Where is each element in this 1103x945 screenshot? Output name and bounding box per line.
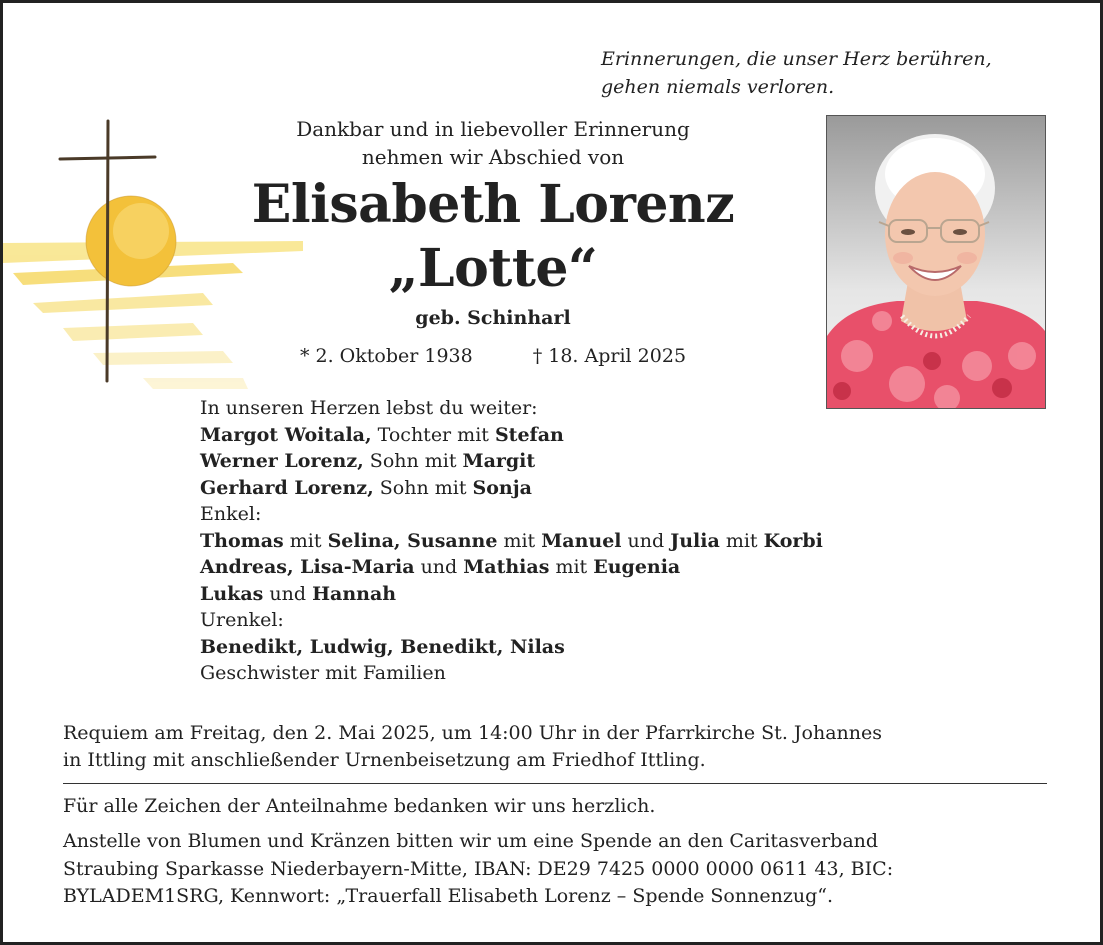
deceased-name-block [163, 173, 823, 301]
donation-info [63, 828, 1058, 911]
grandchildren-label: Enkel: [200, 503, 262, 525]
birth-name: geb. Schinharl [415, 307, 571, 329]
portrait-photo [826, 115, 1046, 409]
family-list [200, 395, 920, 687]
grandchildren-line: Lukas und Hannah [200, 582, 397, 605]
donation-line-1: Anstelle von Blumen und Kränzen bitten wir um eine Spende an den Caritasverband [63, 830, 879, 852]
grandchildren-list [200, 528, 920, 608]
life-dates [203, 342, 783, 370]
requiem-info [63, 720, 1053, 774]
intro-text [203, 115, 783, 171]
child-line: Margot Woitala, Tochter mit Stefan [200, 423, 564, 446]
donation-line-3: BYLADEM1SRG, Kennwort: „Trauerfall Elisabeth Lorenz – Spende Sonnenzug“. [63, 885, 833, 907]
portrait-illustration [827, 116, 1045, 408]
deceased-nickname: „Lotte“ [388, 238, 598, 299]
birth-date: * 2. Oktober 1938 [299, 345, 473, 367]
death-date: † 18. April 2025 [532, 345, 687, 367]
grandchildren-line: Andreas, Lisa-Maria und Mathias mit Eugenia [200, 556, 681, 578]
divider [63, 783, 1047, 784]
quote-line-2: gehen niemals verloren. [601, 76, 835, 98]
requiem-line-2: in Ittling mit anschließender Urnenbeisetzung am Friedhof Ittling. [63, 749, 706, 771]
intro-line-1: Dankbar und in liebevoller Erinnerung [296, 117, 690, 141]
quote-line-1: Erinnerungen, die unser Herz berühren, [601, 48, 992, 70]
siblings: Geschwister mit Familien [200, 662, 446, 684]
requiem-line-1: Requiem am Freitag, den 2. Mai 2025, um 14:00 Uhr in der Pfarrkirche St. Johannes [63, 722, 882, 744]
grandchildren-line: Thomas mit Selina, Susanne mit Manuel und Julia mit Korbi [200, 529, 823, 552]
children-list [200, 422, 920, 502]
child-line: Gerhard Lorenz, Sohn mit Sonja [200, 476, 532, 499]
family-heading: In unseren Herzen lebst du weiter: [200, 397, 538, 419]
donation-line-2: Straubing Sparkasse Niederbayern-Mitte, IBAN: DE29 7425 0000 0000 0611 43, BIC: [63, 857, 894, 880]
quote [601, 45, 1061, 101]
intro-line-2: nehmen wir Abschied von [361, 145, 625, 169]
great-grandchildren: Benedikt, Ludwig, Benedikt, Nilas [200, 635, 565, 658]
child-line: Werner Lorenz, Sohn mit Margit [200, 450, 536, 472]
great-grandchildren-label: Urenkel: [200, 609, 284, 631]
deceased-name: Elisabeth Lorenz [251, 174, 735, 235]
thanks-text: Für alle Zeichen der Anteilnahme bedanken wir uns herzlich. [63, 795, 656, 817]
